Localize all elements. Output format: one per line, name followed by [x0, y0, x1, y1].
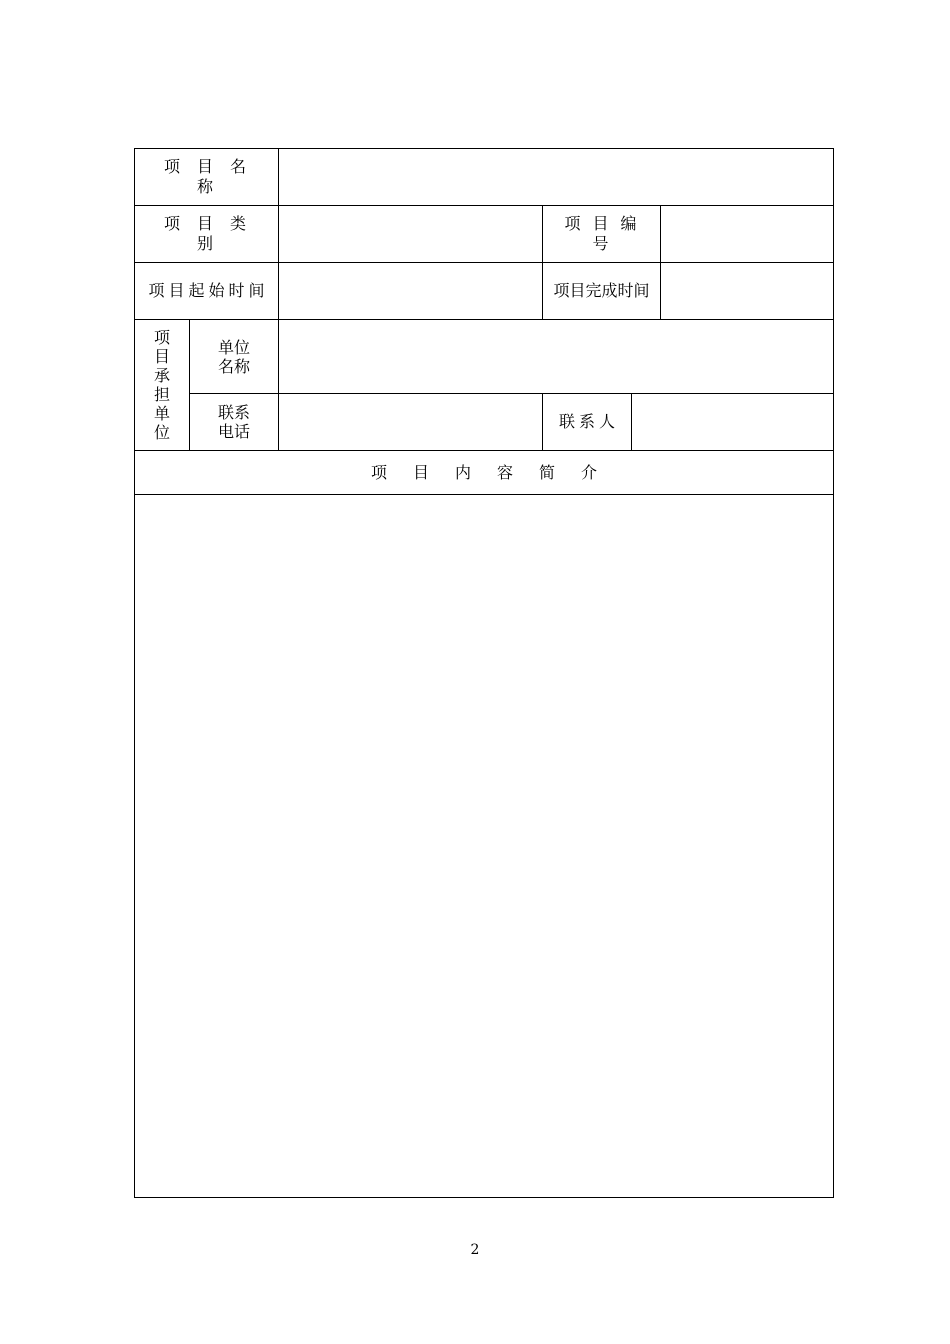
- project-start-time-field[interactable]: [279, 263, 542, 319]
- content-summary-heading: 项目内容简介: [370, 462, 623, 482]
- unit-name-field[interactable]: [279, 320, 833, 393]
- undertaking-unit-label-char: 位: [153, 423, 170, 442]
- project-start-time-label: 项目起始时间: [148, 281, 269, 300]
- project-number-label: 项目编号: [564, 214, 649, 253]
- project-completion-time-field[interactable]: [661, 263, 833, 319]
- project-name-field[interactable]: [279, 149, 833, 205]
- content-summary-field[interactable]: [135, 495, 833, 1197]
- undertaking-unit-label: [135, 320, 189, 450]
- undertaking-unit-label-char: 担: [153, 385, 170, 404]
- unit-name-label: 单位 名称: [217, 337, 250, 376]
- undertaking-unit-label-char: 项: [153, 328, 170, 347]
- project-info-form: [134, 148, 834, 1198]
- undertaking-unit-label-char: 目: [153, 347, 170, 366]
- project-category-label: 项目类别: [163, 214, 263, 253]
- contact-phone-label: 联系 电话: [217, 403, 250, 441]
- undertaking-unit-label-char: 单: [153, 404, 170, 423]
- page-number: 2: [470, 1242, 480, 1258]
- contact-person-label: 联系人: [558, 412, 619, 431]
- contact-phone-field[interactable]: [279, 394, 542, 450]
- undertaking-unit-label-char: 承: [153, 366, 170, 385]
- project-category-field[interactable]: [279, 206, 542, 262]
- contact-person-field[interactable]: [632, 394, 833, 450]
- project-number-field[interactable]: [661, 206, 833, 262]
- project-name-label: 项目名称: [163, 157, 263, 196]
- project-completion-time-label: 项目完成时间: [553, 281, 650, 300]
